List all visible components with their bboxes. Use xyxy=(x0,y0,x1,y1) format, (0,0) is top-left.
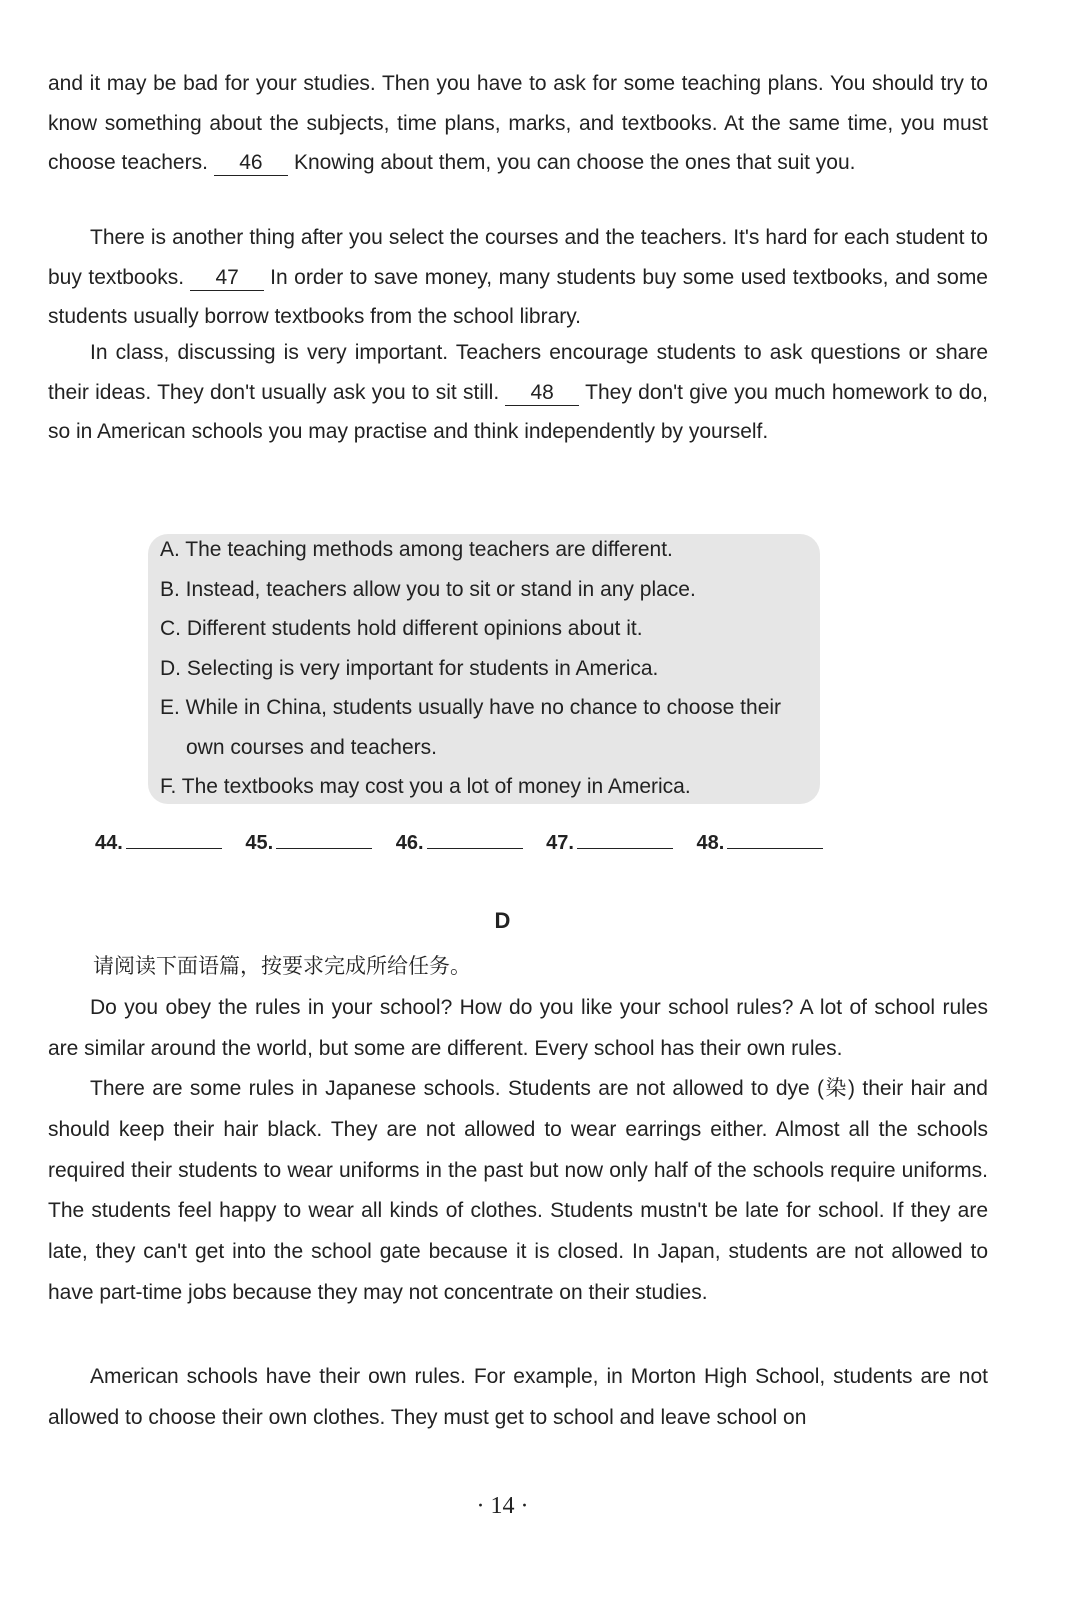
option-a: A. The teaching methods among teachers are different. xyxy=(160,538,673,561)
passage-d-paragraph-1: Do you obey the rules in your school? How do you like your school rules? A lot of school rules are similar around the world, but some are different. Every school has their own rules. xyxy=(48,996,988,1060)
paragraph-text: In class, discussing is very important. Teachers encourage students to ask questions or share their ideas. They don't usually ask you to sit still. xyxy=(48,341,988,404)
answer-45 xyxy=(245,828,372,855)
option-e-continued: own courses and teachers. xyxy=(186,735,437,759)
page-number: · 14 · xyxy=(476,1493,529,1519)
answer-line-45[interactable] xyxy=(276,828,372,849)
passage-d-paragraph-2: There are some rules in Japanese schools. Students are not allowed to dye (染) their hair and should keep their hair black. They are not allowed to wear earrings either. Almost all the schools required their students to wear uniforms in the past but now only half of the schools require uniforms. The students feel happy to wear all kinds of clothes. Students mustn't be late for school. If they are late, they can't get into the school gate because it is closed. In Japan, students are not allowed to have part-time jobs because they may not concentrate on their studies. xyxy=(48,1077,988,1304)
answer-blanks-row xyxy=(95,828,841,858)
answer-46 xyxy=(396,828,523,855)
passage-d-paragraph-3: American schools have their own rules. For example, in Morton High School, students are not allowed to choose their own clothes. They must get to school and leave school on xyxy=(48,1365,988,1429)
answer-48 xyxy=(697,828,824,855)
option-e: E. While in China, students usually have no chance to choose their xyxy=(160,696,782,719)
answer-label: 47. xyxy=(546,832,574,854)
option-f: F. The textbooks may cost you a lot of money in America. xyxy=(160,775,691,798)
paragraph-text: and it may be bad for your studies. Then you have to ask for some teaching plans. You should try to know something about the subjects, time plans, marks, and textbooks. At the same time, you must choose teachers. xyxy=(48,72,988,174)
paragraph-text: There is another thing after you select the courses and the teachers. It's hard for each student to buy textbooks. xyxy=(48,226,988,289)
paragraph-text: They don't give you much homework to do, so in American schools you may practise and think independently by yourself. xyxy=(48,380,988,443)
answer-line-48[interactable] xyxy=(727,828,823,849)
answer-label: 45. xyxy=(245,832,274,854)
passage-c-paragraph-3 xyxy=(48,333,988,452)
answer-label: 46. xyxy=(395,832,424,854)
answer-label: 48. xyxy=(696,832,725,854)
answer-line-46[interactable] xyxy=(427,828,523,849)
paragraph-text: In order to save money, many students buy some used textbooks, and some students usually borrow textbooks from the school library. xyxy=(48,265,988,328)
options-box xyxy=(148,534,820,804)
section-instruction: 请阅读下面语篇，按要求完成所给任务。 xyxy=(93,954,471,978)
option-c: C. Different students hold different opinions about it. xyxy=(160,617,643,640)
answer-line-47[interactable] xyxy=(577,828,673,849)
answer-47 xyxy=(546,828,673,855)
blank-46[interactable]: 46 xyxy=(214,151,288,176)
blank-47[interactable]: 47 xyxy=(190,266,264,291)
option-d: D. Selecting is very important for students in America. xyxy=(160,656,659,680)
section-heading: D xyxy=(494,908,511,933)
blank-48[interactable]: 48 xyxy=(505,381,579,406)
answer-label: 44. xyxy=(95,832,123,854)
option-b: B. Instead, teachers allow you to sit or stand in any place. xyxy=(160,577,696,601)
answer-line-44[interactable] xyxy=(126,828,222,849)
passage-c-paragraph-1 xyxy=(48,64,988,183)
passage-c-paragraph-2 xyxy=(48,218,988,337)
paragraph-text: Knowing about them, you can choose the ones that suit you. xyxy=(293,151,856,174)
answer-44 xyxy=(95,828,222,855)
